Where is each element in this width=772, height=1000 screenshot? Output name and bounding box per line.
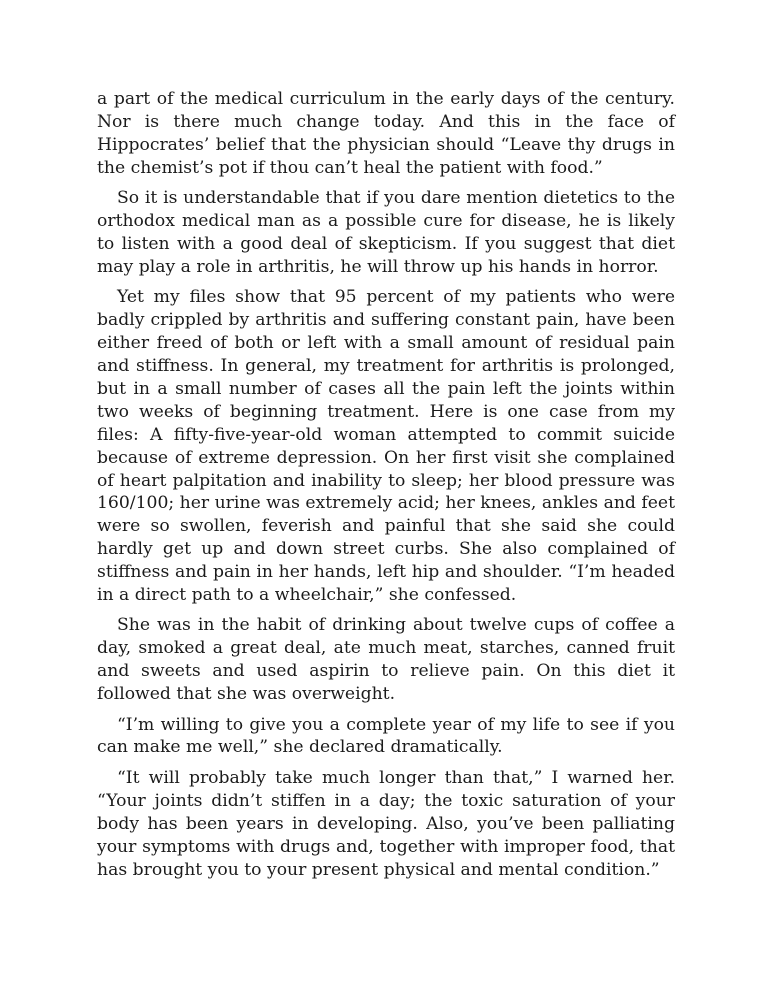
paragraph-1: a part of the medical curriculum in the early days of the century. Nor is there much change today. And this in the face of Hippocrates’ belief that the physician should “Leave thy drugs in the chemist’s pot if thou can’t heal the patient with food.”	[97, 89, 675, 178]
paragraph-4: She was in the habit of drinking about twelve cups of coffee a day, smoked a great deal, ate much meat, starches, canned fruit and sweets and used aspirin to relieve pain. On this diet it followed that she was overweight.	[97, 615, 675, 705]
paragraph-3: Yet my files show that 95 percent of my patients who were badly crippled by arthritis and suffering constant pain, have been either freed of both or left with a small amount of residual pain and stiffness. In general, my treatment for arthritis is prolonged, but in a small number of cases all the pain left the joints within two weeks of beginning treatment. Here is one case from my files: A fifty-five-year-old woman attempted to commit suicide because of extreme depression. On her first visit she complained of heart palpitation and inability to sleep; her blood pressure was 160/100; her urine was extremely acid; her knees, ankles and feet were so swollen, feverish and painful that she said she could hardly get up and down street curbs. She also complained of stiffness and pain in her hands, left hip and shoulder. “I’m headed in a direct path to a wheelchair,” she confessed.	[97, 287, 675, 606]
paragraph-5: “I’m willing to give you a complete year of my life to see if you can make me well,” she declared dramatically.	[97, 714, 675, 758]
document-page	[97, 88, 675, 889]
paragraph-6: “It will probably take much longer than that,” I warned her. “Your joints didn’t stiffen in a day; the toxic saturation of your body has been years in developing. Also, you’ve been palliating your symptoms with drugs and, together with improper food, that has brought you to your present physical and mental condition.”	[97, 767, 675, 880]
paragraph-2: So it is understandable that if you dare mention dietetics to the orthodox medical man as a possible cure for disease, he is likely to listen with a good deal of skepticism. If you suggest that diet may play a role in arthritis, he will throw up his hands in horror.	[97, 188, 675, 277]
